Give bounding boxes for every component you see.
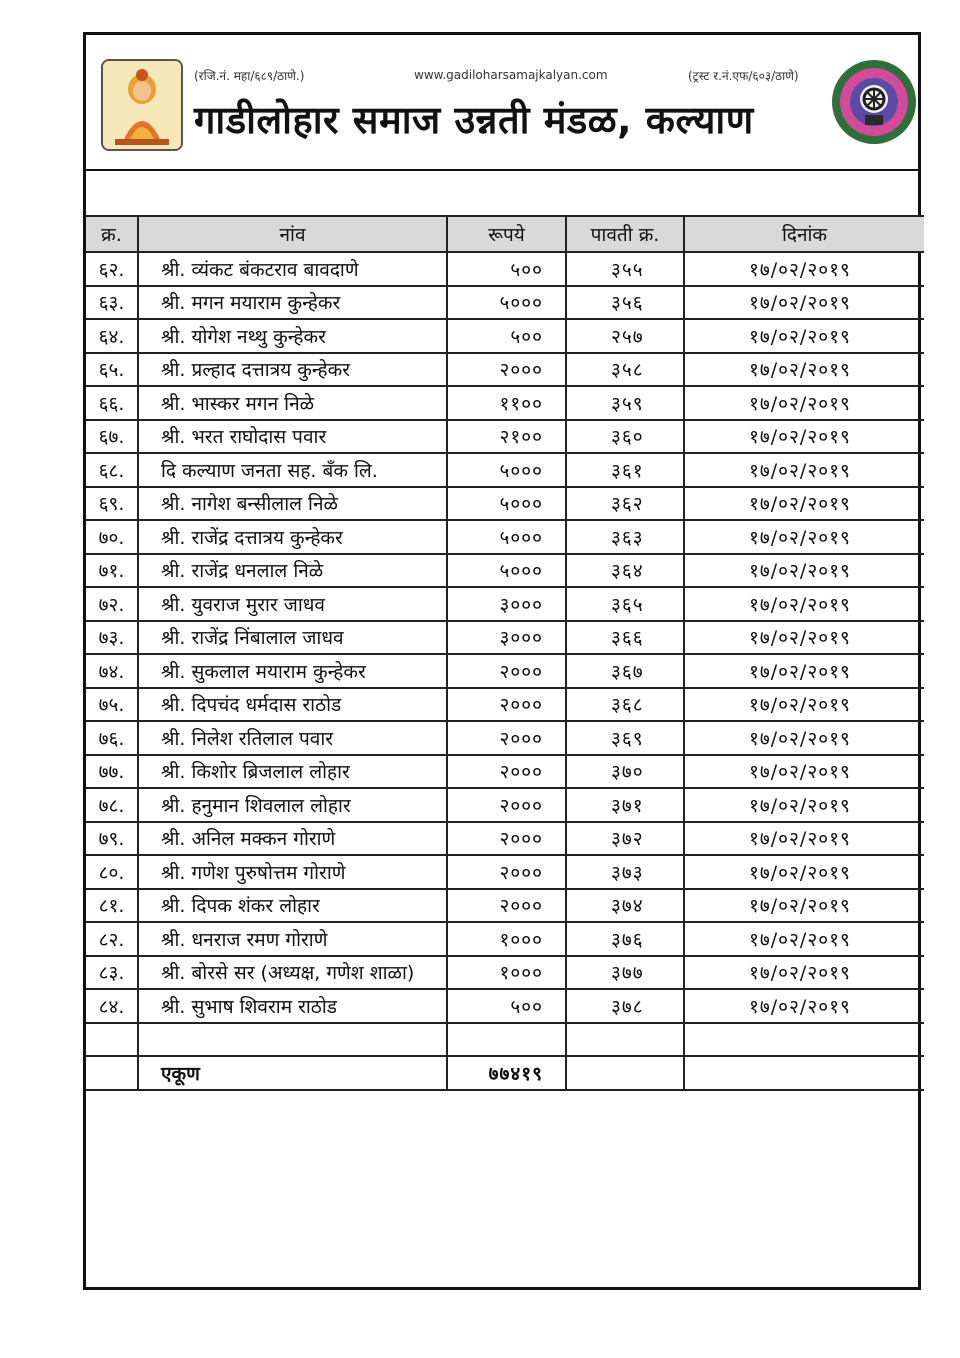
cell-name: श्री. व्यंकट बंकटराव बावदाणे (138, 252, 447, 286)
cell-name: श्री. नागेश बन्सीलाल निळे (138, 487, 447, 521)
cell-name: श्री. प्रल्हाद दत्तात्रय कुन्हेकर (138, 353, 447, 387)
cell-receipt: ३५९ (566, 386, 684, 420)
cell-receipt: ३७४ (566, 889, 684, 923)
table-row (86, 755, 924, 789)
cell-date: १७/०२/२०१९ (684, 420, 924, 454)
blank-cell (684, 1023, 924, 1057)
blank-cell (447, 1023, 566, 1057)
cell-receipt: ३६३ (566, 520, 684, 554)
cell-receipt: ३६७ (566, 654, 684, 688)
cell-serial: ७२. (86, 587, 138, 621)
cell-amount: ५०० (447, 989, 566, 1023)
cell-date: १७/०२/२०१९ (684, 520, 924, 554)
deity-portrait-icon (101, 59, 183, 151)
cell-date: १७/०२/२०१९ (684, 989, 924, 1023)
cell-receipt: ३७८ (566, 989, 684, 1023)
table-header-row (86, 216, 924, 252)
cell-name: दि कल्याण जनता सह. बँक लि. (138, 453, 447, 487)
cell-serial: ७६. (86, 721, 138, 755)
cell-name: श्री. बोरसे सर (अध्यक्ष, गणेश शाळा) (138, 956, 447, 990)
cell-serial: ८२. (86, 922, 138, 956)
cell-serial: ७०. (86, 520, 138, 554)
cell-name: श्री. सुभाष शिवराम राठोड (138, 989, 447, 1023)
cell-amount: ५०० (447, 319, 566, 353)
table-row (86, 621, 924, 655)
letterhead (86, 35, 918, 171)
cell-receipt: ३६५ (566, 587, 684, 621)
cell-name: श्री. योगेश नथ्थु कुन्हेकर (138, 319, 447, 353)
cell-receipt: ३६४ (566, 554, 684, 588)
total-label: एकूण (138, 1056, 447, 1090)
column-header-receipt: पावती क्र. (566, 216, 684, 252)
table-row (86, 822, 924, 856)
cell-amount: २००० (447, 755, 566, 789)
cell-amount: ३००० (447, 587, 566, 621)
cell-date: १७/०२/२०१९ (684, 252, 924, 286)
table-row (86, 721, 924, 755)
cell-date: १७/०२/२०१९ (684, 822, 924, 856)
cell-receipt: ३६१ (566, 453, 684, 487)
cell-amount: २००० (447, 788, 566, 822)
cell-amount: २००० (447, 889, 566, 923)
cell-receipt: ३६२ (566, 487, 684, 521)
cell-amount: २००० (447, 855, 566, 889)
cell-serial: ७७. (86, 755, 138, 789)
cell-amount: ५००० (447, 286, 566, 320)
blank-cell (566, 1056, 684, 1090)
blank-cell (566, 1023, 684, 1057)
cell-amount: १००० (447, 956, 566, 990)
table-row (86, 319, 924, 353)
table-row (86, 989, 924, 1023)
table-row (86, 654, 924, 688)
cell-amount: १००० (447, 922, 566, 956)
website-url[interactable]: www.gadiloharsamajkalyan.com (414, 68, 608, 82)
table-row (86, 453, 924, 487)
cell-name: श्री. युवराज मुरार जाधव (138, 587, 447, 621)
cell-amount: ५००० (447, 487, 566, 521)
cell-date: १७/०२/२०१९ (684, 487, 924, 521)
cell-receipt: ३७० (566, 755, 684, 789)
cell-receipt: ३७७ (566, 956, 684, 990)
cell-date: १७/०२/२०१९ (684, 688, 924, 722)
column-header-name: नांव (138, 216, 447, 252)
cell-date: १७/०२/२०१९ (684, 319, 924, 353)
cell-serial: ७८. (86, 788, 138, 822)
cell-date: १७/०२/२०१९ (684, 788, 924, 822)
table-row (86, 788, 924, 822)
cell-name: श्री. निलेश रतिलाल पवार (138, 721, 447, 755)
cell-name: श्री. दिपचंद धर्मदास राठोड (138, 688, 447, 722)
cell-serial: ७९. (86, 822, 138, 856)
cell-serial: ६५. (86, 353, 138, 387)
cell-amount: ५००० (447, 453, 566, 487)
cell-serial: ८४. (86, 989, 138, 1023)
cell-amount: ५००० (447, 554, 566, 588)
organization-title: गाडीलोहार समाज उन्नती मंडळ, कल्याण (194, 98, 754, 142)
cell-serial: ८०. (86, 855, 138, 889)
cell-amount: ३००० (447, 621, 566, 655)
cell-amount: २१०० (447, 420, 566, 454)
emblem-wheel-icon (831, 59, 917, 145)
cell-serial: ७५. (86, 688, 138, 722)
cell-date: १७/०२/२०१९ (684, 755, 924, 789)
page-frame (83, 32, 921, 1290)
cell-receipt: ३६८ (566, 688, 684, 722)
cell-date: १७/०२/२०१९ (684, 956, 924, 990)
cell-date: १७/०२/२०१९ (684, 721, 924, 755)
cell-serial: ६३. (86, 286, 138, 320)
cell-amount: २००० (447, 721, 566, 755)
table-row (86, 487, 924, 521)
cell-date: १७/०२/२०१९ (684, 554, 924, 588)
cell-date: १७/०२/२०१९ (684, 386, 924, 420)
cell-receipt: ३५५ (566, 252, 684, 286)
cell-serial: ६९. (86, 487, 138, 521)
blank-cell (138, 1023, 447, 1057)
column-header-serial: क्र. (86, 216, 138, 252)
column-header-date: दिनांक (684, 216, 924, 252)
table-row (86, 855, 924, 889)
table-row (86, 922, 924, 956)
cell-receipt: ३७२ (566, 822, 684, 856)
table-row (86, 554, 924, 588)
cell-receipt: ३७३ (566, 855, 684, 889)
cell-name: श्री. राजेंद्र दत्तात्रय कुन्हेकर (138, 520, 447, 554)
cell-date: १७/०२/२०१९ (684, 286, 924, 320)
cell-date: १७/०२/२०१९ (684, 621, 924, 655)
blank-cell (86, 1023, 138, 1057)
cell-serial: ६४. (86, 319, 138, 353)
cell-amount: ११०० (447, 386, 566, 420)
cell-serial: ६६. (86, 386, 138, 420)
cell-serial: ७१. (86, 554, 138, 588)
cell-amount: २००० (447, 688, 566, 722)
table-row (86, 889, 924, 923)
cell-name: श्री. राजेंद्र निंबालाल जाधव (138, 621, 447, 655)
total-row (86, 1056, 924, 1090)
cell-receipt: ३६० (566, 420, 684, 454)
cell-date: १७/०२/२०१९ (684, 587, 924, 621)
table-row (86, 956, 924, 990)
cell-name: श्री. गणेश पुरुषोत्तम गोराणे (138, 855, 447, 889)
table-row (86, 688, 924, 722)
cell-name: श्री. भास्कर मगन निळे (138, 386, 447, 420)
table-row (86, 587, 924, 621)
cell-date: १७/०२/२०१९ (684, 922, 924, 956)
total-value: ७७४१९ (447, 1056, 566, 1090)
cell-serial: ६२. (86, 252, 138, 286)
blank-row (86, 1023, 924, 1057)
registration-number-left: (रजि.नं. महा/६८९/ठाणे.) (194, 69, 305, 83)
cell-name: श्री. धनराज रमण गोराणे (138, 922, 447, 956)
cell-receipt: २५७ (566, 319, 684, 353)
cell-receipt: ३५८ (566, 353, 684, 387)
cell-amount: २००० (447, 654, 566, 688)
blank-cell (86, 1056, 138, 1090)
cell-name: श्री. राजेंद्र धनलाल निळे (138, 554, 447, 588)
cell-date: १७/०२/२०१९ (684, 453, 924, 487)
cell-amount: २००० (447, 353, 566, 387)
cell-serial: ८१. (86, 889, 138, 923)
cell-serial: ६७. (86, 420, 138, 454)
cell-serial: ७४. (86, 654, 138, 688)
cell-serial: ७३. (86, 621, 138, 655)
cell-serial: ८३. (86, 956, 138, 990)
cell-date: १७/०२/२०१९ (684, 855, 924, 889)
cell-date: १७/०२/२०१९ (684, 889, 924, 923)
donation-table (86, 215, 924, 1091)
column-header-amount: रूपये (447, 216, 566, 252)
cell-receipt: ३६९ (566, 721, 684, 755)
cell-name: श्री. सुकलाल मयाराम कुन्हेकर (138, 654, 447, 688)
cell-name: श्री. दिपक शंकर लोहार (138, 889, 447, 923)
cell-name: श्री. किशोर ब्रिजलाल लोहार (138, 755, 447, 789)
cell-receipt: ३५६ (566, 286, 684, 320)
cell-receipt: ३७६ (566, 922, 684, 956)
registration-number-right: (ट्रस्ट र.नं.एफ/६०३/ठाणे) (688, 69, 799, 83)
table-row (86, 353, 924, 387)
table-row (86, 520, 924, 554)
cell-name: श्री. अनिल मक्कन गोराणे (138, 822, 447, 856)
table-row (86, 286, 924, 320)
cell-receipt: ३७१ (566, 788, 684, 822)
cell-date: १७/०२/२०१९ (684, 353, 924, 387)
blank-cell (684, 1056, 924, 1090)
cell-name: श्री. हनुमान शिवलाल लोहार (138, 788, 447, 822)
cell-name: श्री. भरत राघोदास पवार (138, 420, 447, 454)
cell-amount: २००० (447, 822, 566, 856)
cell-date: १७/०२/२०१९ (684, 654, 924, 688)
cell-serial: ६८. (86, 453, 138, 487)
table-row (86, 252, 924, 286)
cell-name: श्री. मगन मयाराम कुन्हेकर (138, 286, 447, 320)
cell-receipt: ३६६ (566, 621, 684, 655)
table-row (86, 386, 924, 420)
cell-amount: ५००० (447, 520, 566, 554)
cell-amount: ५०० (447, 252, 566, 286)
table-row (86, 420, 924, 454)
